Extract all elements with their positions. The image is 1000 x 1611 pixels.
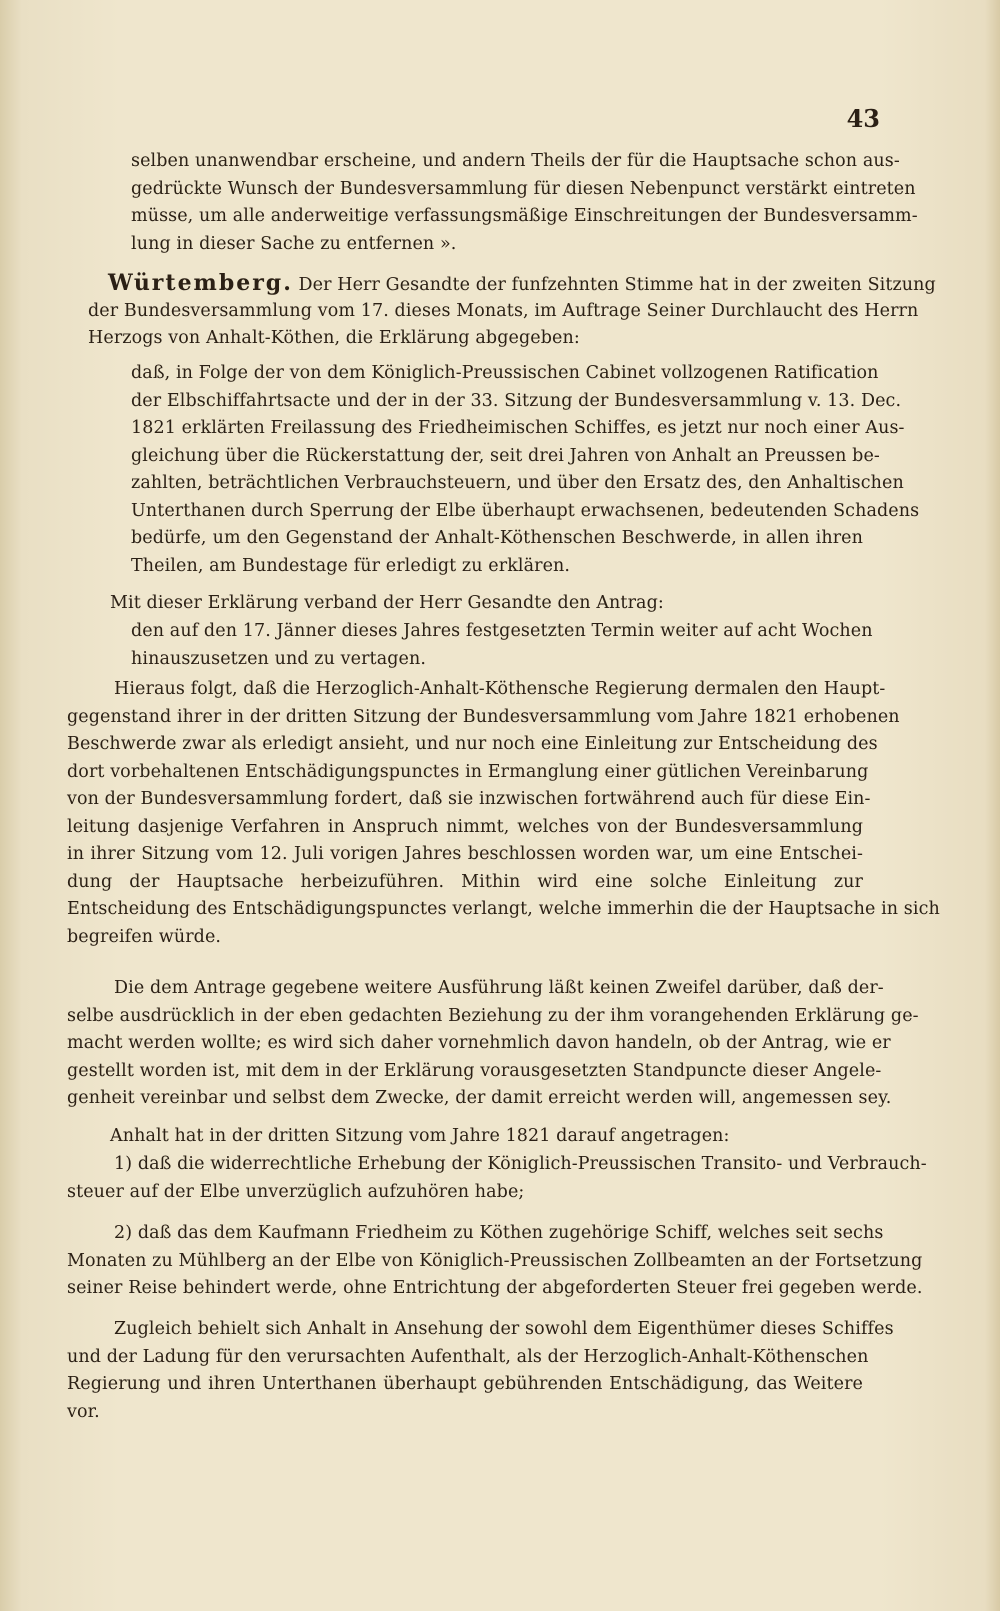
text-line: der Bundesversammlung vom 17. dieses Monats, im Auftrage Seiner Durchlaucht des Herrn — [88, 300, 919, 321]
text-line: Würtemberg. Der Herr Gesandte der funfzehnten Stimme hat in der zweiten Sitzung — [108, 270, 936, 296]
text-line: Die dem Antrage gegebene weitere Ausführung läßt keinen Zweifel darüber, daß der- — [114, 978, 884, 998]
text-line: seiner Reise behindert werde, ohne Entrichtung der abgeforderten Steuer frei gegeben werde. — [67, 1278, 923, 1298]
text-line: leitung dasjenige Verfahren in Anspruch nimmt, welches von der Bundesversammlung — [67, 816, 863, 837]
text-line: begreifen würde. — [67, 926, 222, 947]
text-line: Monaten zu Mühlberg an der Elbe von Königlich-Preussischen Zollbeamten an der Fortsetzung — [67, 1250, 923, 1271]
text-line: von der Bundesversammlung fordert, daß sie inzwischen fortwährend auch für diese Ein- — [67, 789, 871, 809]
text-line: in ihrer Sitzung vom 12. Juli vorigen Jahres beschlossen worden war, um eine Entschei- — [67, 844, 863, 864]
text-line: Regierung und ihren Unterthanen überhaupt gebührenden Entschädigung, das Weitere — [67, 1374, 863, 1394]
text-line: der Elbschiffahrtsacte und der in der 33. Sitzung der Bundesversammlung v. 13. Dec. — [131, 390, 902, 411]
text-line: gleichung über die Rückerstattung der, seit drei Jahren von Anhalt an Preussen be- — [131, 445, 880, 466]
text-line: gegenstand ihrer in der dritten Sitzung der Bundesversammlung vom Jahre 1821 erhobenen — [67, 706, 900, 727]
text-line: selbe ausdrücklich in der eben gedachten Beziehung zu der ihm vorangehenden Erklärung ge- — [67, 1005, 919, 1026]
text-line: dort vorbehaltenen Entschädigungspunctes in Ermanglung einer gütlichen Vereinbarung — [67, 761, 869, 782]
text-line: Herzogs von Anhalt-Köthen, die Erklärung abgegeben: — [88, 328, 580, 348]
text-line: zahlten, beträchtlichen Verbrauchsteuern, und über den Ersatz des, den Anhaltischen — [131, 473, 904, 493]
text-line: vor. — [67, 1401, 100, 1422]
text-line: gestellt worden ist, mit dem in der Erklärung vorausgesetzten Standpuncte dieser Angele- — [67, 1060, 882, 1081]
text-line: Mit dieser Erklärung verband der Herr Gesandte den Antrag: — [110, 593, 664, 613]
page-number: 43 — [846, 104, 880, 133]
text-line: und der Ladung für den verursachten Aufenthalt, als der Herzoglich-Anhalt-Köthenschen — [67, 1346, 869, 1367]
text-line: müsse, um alle anderweitige verfassungsmäßige Einschreitungen der Bundesversamm- — [131, 206, 918, 226]
text-line: selben unanwendbar erscheine, und andern Theils der für die Hauptsache schon aus- — [131, 151, 900, 171]
text-line: Zugleich behielt sich Anhalt in Ansehung der sowohl dem Eigenthümer dieses Schiffes — [114, 1319, 894, 1339]
text-line: Beschwerde zwar als erledigt ansieht, und nur noch eine Einleitung zur Entscheidung des — [67, 734, 878, 754]
text-line: bedürfe, um den Gegenstand der Anhalt-Köthenschen Beschwerde, in allen ihren — [131, 528, 863, 548]
text-line: Unterthanen durch Sperrung der Elbe überhaupt erwachsenen, bedeutenden Schadens — [131, 500, 920, 521]
text-line: genheit vereinbar und selbst dem Zwecke, der damit erreicht werden will, angemessen sey. — [67, 1088, 892, 1108]
text-line: macht werden wollte; es wird sich daher vornehmlich davon handeln, ob der Antrag, wie er — [67, 1033, 891, 1053]
section-heading: Würtemberg. — [108, 270, 293, 296]
text-line: 2) daß das dem Kaufmann Friedheim zu Köthen zugehörige Schiff, welches seit sechs — [114, 1223, 884, 1243]
text-line: lung in dieser Sache zu entfernen ». — [131, 233, 457, 254]
text-line: Theilen, am Bundestage für erledigt zu erklären. — [131, 555, 571, 576]
text-line: 1821 erklärten Freilassung des Friedheimischen Schiffes, es jetzt nur noch einer Aus- — [131, 418, 905, 438]
text-line: steuer auf der Elbe unverzüglich aufzuhören habe; — [67, 1181, 525, 1202]
text-line: gedrückte Wunsch der Bundesversammlung für diesen Nebenpunct verstärkt eintreten — [131, 178, 916, 199]
text-line: Hieraus folgt, daß die Herzoglich-Anhalt-Köthensche Regierung dermalen den Haupt- — [114, 679, 886, 699]
text-line: den auf den 17. Jänner dieses Jahres festgesetzten Termin weiter auf acht Wochen — [131, 621, 873, 641]
text-line: Anhalt hat in der dritten Sitzung vom Jahre 1821 darauf angetragen: — [110, 1126, 730, 1146]
text-line: dung der Hauptsache herbeizuführen. Mithin wird eine solche Einleitung zur — [67, 871, 863, 892]
text-line: hinauszusetzen und zu vertagen. — [131, 648, 427, 669]
text-line: daß, in Folge der von dem Königlich-Preussischen Cabinet vollzogenen Ratification — [131, 363, 879, 383]
text-line: Entscheidung des Entschädigungspunctes verlangt, welche immerhin die der Hauptsache in sich — [67, 899, 940, 919]
text-line: 1) daß die widerrechtliche Erhebung der Königlich-Preussischen Transito- und Verbrauch- — [114, 1154, 927, 1174]
